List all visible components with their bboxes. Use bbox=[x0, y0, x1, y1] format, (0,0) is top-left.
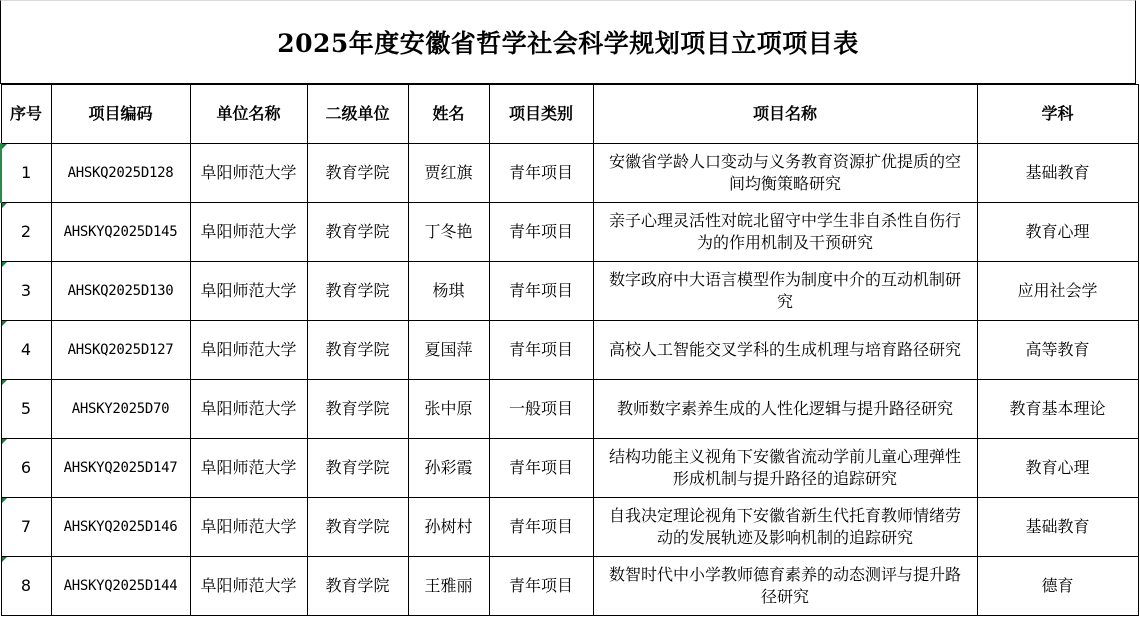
cell-index-text: 2 bbox=[20, 222, 32, 241]
cell-unit[interactable]: 阜阳师范大学 bbox=[190, 439, 307, 498]
header-cell-index[interactable]: 序号 bbox=[1, 85, 51, 144]
cell-name[interactable]: 孙彩霞 bbox=[408, 439, 489, 498]
cell-discipline[interactable]: 基础教育 bbox=[977, 498, 1138, 557]
cell-category[interactable]: 青年项目 bbox=[489, 321, 593, 380]
cell-name[interactable]: 贾红旗 bbox=[408, 144, 489, 203]
cell-name[interactable]: 张中原 bbox=[408, 380, 489, 439]
cell-discipline[interactable]: 教育心理 bbox=[977, 439, 1138, 498]
cell-marker-icon bbox=[2, 498, 7, 503]
cell-code[interactable]: AHSKYQ2025D147 bbox=[51, 439, 190, 498]
table-row bbox=[1, 321, 1138, 380]
table-row bbox=[1, 262, 1138, 321]
cell-discipline[interactable]: 基础教育 bbox=[977, 144, 1138, 203]
cell-index-text: 5 bbox=[20, 399, 32, 418]
cell-discipline[interactable]: 应用社会学 bbox=[977, 262, 1138, 321]
cell-subunit[interactable]: 教育学院 bbox=[307, 203, 408, 262]
cell-subunit[interactable]: 教育学院 bbox=[307, 262, 408, 321]
cell-index-text: 7 bbox=[20, 517, 32, 536]
cell-project[interactable]: 安徽省学龄人口变动与义务教育资源扩优提质的空间均衡策略研究 bbox=[593, 144, 977, 203]
cell-index[interactable] bbox=[1, 380, 51, 439]
cell-project[interactable]: 高校人工智能交叉学科的生成机理与培育路径研究 bbox=[593, 321, 977, 380]
cell-unit[interactable]: 阜阳师范大学 bbox=[190, 321, 307, 380]
cell-marker-icon bbox=[2, 380, 7, 385]
cell-subunit[interactable]: 教育学院 bbox=[307, 439, 408, 498]
cell-code[interactable]: AHSKQ2025D130 bbox=[51, 262, 190, 321]
cell-marker-icon bbox=[2, 203, 7, 208]
cell-index-text: 1 bbox=[21, 163, 32, 182]
cell-code[interactable]: AHSKQ2025D127 bbox=[51, 321, 190, 380]
header-cell-project[interactable]: 项目名称 bbox=[593, 85, 977, 144]
table-row bbox=[1, 439, 1138, 498]
cell-discipline[interactable]: 高等教育 bbox=[977, 321, 1138, 380]
cell-unit[interactable]: 阜阳师范大学 bbox=[190, 557, 307, 616]
cell-category[interactable]: 青年项目 bbox=[489, 498, 593, 557]
header-row bbox=[1, 85, 1138, 144]
header-cell-discipline[interactable]: 学科 bbox=[977, 85, 1138, 144]
table-row bbox=[1, 498, 1138, 557]
cell-name[interactable]: 杨琪 bbox=[408, 262, 489, 321]
cell-discipline[interactable]: 教育基本理论 bbox=[977, 380, 1138, 439]
cell-unit[interactable]: 阜阳师范大学 bbox=[190, 203, 307, 262]
cell-marker-icon bbox=[2, 557, 7, 562]
table-title[interactable]: 2025年度安徽省哲学社会科学规划项目立项项目表 bbox=[0, 0, 1136, 84]
cell-category[interactable]: 青年项目 bbox=[489, 557, 593, 616]
cell-name[interactable]: 王雅丽 bbox=[408, 557, 489, 616]
cell-marker-icon bbox=[2, 439, 7, 444]
cell-subunit[interactable]: 教育学院 bbox=[307, 380, 408, 439]
cell-index-text: 8 bbox=[20, 576, 32, 595]
table-row bbox=[1, 144, 1138, 203]
cell-unit[interactable]: 阜阳师范大学 bbox=[190, 498, 307, 557]
cell-marker-icon bbox=[2, 144, 7, 149]
cell-code[interactable]: AHSKYQ2025D146 bbox=[51, 498, 190, 557]
cell-index-text: 3 bbox=[20, 281, 32, 300]
cell-category[interactable]: 一般项目 bbox=[489, 380, 593, 439]
cell-name[interactable]: 丁冬艳 bbox=[408, 203, 489, 262]
cell-project[interactable]: 数智时代中小学教师德育素养的动态测评与提升路径研究 bbox=[593, 557, 977, 616]
cell-index[interactable] bbox=[1, 557, 51, 616]
cell-code[interactable]: AHSKY2025D70 bbox=[51, 380, 190, 439]
cell-index[interactable] bbox=[1, 439, 51, 498]
header-cell-code[interactable]: 项目编码 bbox=[51, 85, 190, 144]
cell-project[interactable]: 亲子心理灵活性对皖北留守中学生非自杀性自伤行为的作用机制及干预研究 bbox=[593, 203, 977, 262]
cell-name[interactable]: 孙树村 bbox=[408, 498, 489, 557]
table-row bbox=[1, 203, 1138, 262]
cell-subunit[interactable]: 教育学院 bbox=[307, 144, 408, 203]
cell-project[interactable]: 自我决定理论视角下安徽省新生代托育教师情绪劳动的发展轨迹及影响机制的追踪研究 bbox=[593, 498, 977, 557]
cell-code[interactable]: AHSKQ2025D128 bbox=[51, 144, 190, 203]
cell-index[interactable] bbox=[1, 498, 51, 557]
cell-name[interactable]: 夏国萍 bbox=[408, 321, 489, 380]
cell-index[interactable] bbox=[1, 262, 51, 321]
cell-project[interactable]: 结构功能主义视角下安徽省流动学前儿童心理弹性形成机制与提升路径的追踪研究 bbox=[593, 439, 977, 498]
cell-index-text: 6 bbox=[20, 458, 32, 477]
cell-index[interactable] bbox=[1, 203, 51, 262]
header-cell-unit[interactable]: 单位名称 bbox=[190, 85, 307, 144]
cell-category[interactable]: 青年项目 bbox=[489, 144, 593, 203]
cell-subunit[interactable]: 教育学院 bbox=[307, 321, 408, 380]
cell-marker-icon bbox=[2, 262, 7, 267]
cell-project[interactable]: 教师数字素养生成的人性化逻辑与提升路径研究 bbox=[593, 380, 977, 439]
cell-unit[interactable]: 阜阳师范大学 bbox=[190, 380, 307, 439]
cell-project[interactable]: 数字政府中大语言模型作为制度中介的互动机制研究 bbox=[593, 262, 977, 321]
header-cell-name[interactable]: 姓名 bbox=[408, 85, 489, 144]
header-cell-subunit[interactable]: 二级单位 bbox=[307, 85, 408, 144]
table-row bbox=[1, 380, 1138, 439]
cell-subunit[interactable]: 教育学院 bbox=[307, 557, 408, 616]
cell-index-text: 4 bbox=[20, 340, 32, 359]
cell-category[interactable]: 青年项目 bbox=[489, 262, 593, 321]
cell-code[interactable]: AHSKYQ2025D144 bbox=[51, 557, 190, 616]
cell-subunit[interactable]: 教育学院 bbox=[307, 498, 408, 557]
cell-marker-icon bbox=[2, 321, 7, 326]
project-table bbox=[0, 84, 1139, 616]
cell-category[interactable]: 青年项目 bbox=[489, 439, 593, 498]
table-row bbox=[1, 557, 1138, 616]
cell-code[interactable]: AHSKYQ2025D145 bbox=[51, 203, 190, 262]
cell-discipline[interactable]: 教育心理 bbox=[977, 203, 1138, 262]
cell-discipline[interactable]: 德育 bbox=[977, 557, 1138, 616]
cell-index[interactable] bbox=[1, 144, 51, 203]
cell-category[interactable]: 青年项目 bbox=[489, 203, 593, 262]
cell-index[interactable] bbox=[1, 321, 51, 380]
header-cell-category[interactable]: 项目类别 bbox=[489, 85, 593, 144]
cell-unit[interactable]: 阜阳师范大学 bbox=[190, 262, 307, 321]
cell-unit[interactable]: 阜阳师范大学 bbox=[190, 144, 307, 203]
